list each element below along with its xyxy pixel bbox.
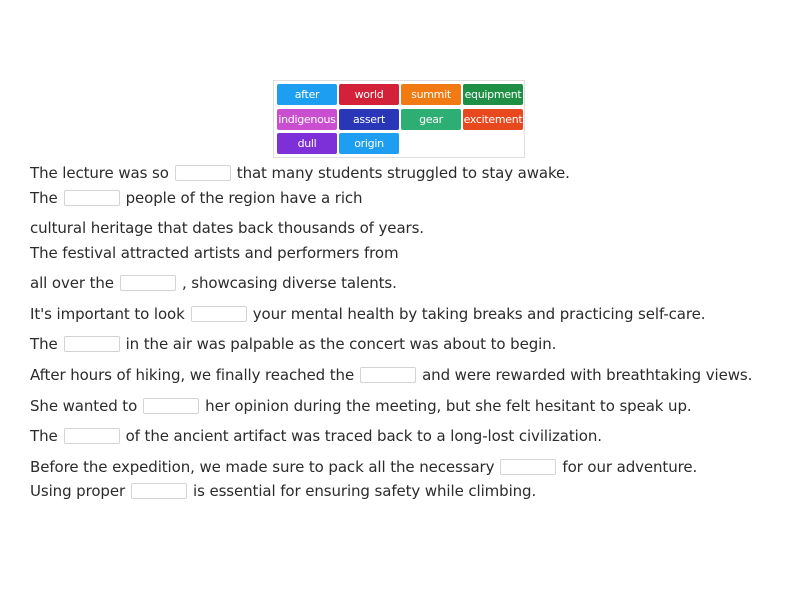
sentence-9 [30,458,697,476]
sentence-text: The festival attracted artists and performers from [30,244,399,262]
sentence-text: The [30,335,58,353]
sentence-text: She wanted to [30,397,138,415]
sentence-text: The [30,189,58,207]
sentence-5 [30,335,556,353]
word-tile-world[interactable]: world [339,84,399,105]
word-tile-origin[interactable]: origin [339,133,399,154]
sentence-8 [30,427,602,445]
word-tile-excitement[interactable]: excitement [463,109,523,130]
sentence-3 [30,244,398,262]
sentence-text: , showcasing diverse talents. [181,274,397,292]
sentence-text: and were rewarded with breathtaking views. [422,366,753,384]
answer-blank[interactable] [500,459,556,475]
sentence-text: The lecture was so [30,164,169,182]
sentence-text: for our adventure. [562,458,698,476]
sentence-6 [30,366,752,384]
sentence-text: Before the expedition, we made sure to pack all the necessary [30,458,495,476]
sentence-7 [30,397,692,415]
sentence-text: cultural heritage that dates back thousands of years. [30,219,424,237]
answer-blank[interactable] [120,275,176,291]
word-bank [273,80,525,158]
sentence-text: that many students struggled to stay awake. [236,164,570,182]
answer-blank[interactable] [64,428,120,444]
sentence-text: people of the region have a rich [125,189,363,207]
sentence-text: After hours of hiking, we finally reached the [30,366,355,384]
sentence-text: your mental health by taking breaks and practicing self-care. [252,305,706,323]
word-tile-gear[interactable]: gear [401,109,461,130]
word-tile-summit[interactable]: summit [401,84,461,105]
sentence-2-continued [30,219,424,237]
sentence-text: The [30,427,58,445]
sentence-3-continued [30,274,397,292]
sentence-10 [30,482,536,500]
sentence-4 [30,305,705,323]
word-tile-dull[interactable]: dull [277,133,337,154]
sentence-2 [30,189,362,207]
sentence-text: It's important to look [30,305,185,323]
answer-blank[interactable] [64,336,120,352]
answer-blank[interactable] [360,367,416,383]
sentence-text: in the air was palpable as the concert was about to begin. [125,335,557,353]
word-tile-equipment[interactable]: equipment [463,84,523,105]
answer-blank[interactable] [143,398,199,414]
sentence-1 [30,164,570,182]
answer-blank[interactable] [64,190,120,206]
word-tile-indigenous[interactable]: indigenous [277,109,337,130]
sentence-text: her opinion during the meeting, but she felt hesitant to speak up. [205,397,692,415]
answer-blank[interactable] [191,306,247,322]
sentence-text: Using proper [30,482,126,500]
sentence-text: all over the [30,274,114,292]
sentence-text: of the ancient artifact was traced back to a long-lost civilization. [125,427,602,445]
word-tile-assert[interactable]: assert [339,109,399,130]
answer-blank[interactable] [131,483,187,499]
answer-blank[interactable] [175,165,231,181]
sentence-text: is essential for ensuring safety while climbing. [193,482,537,500]
word-tile-after[interactable]: after [277,84,337,105]
